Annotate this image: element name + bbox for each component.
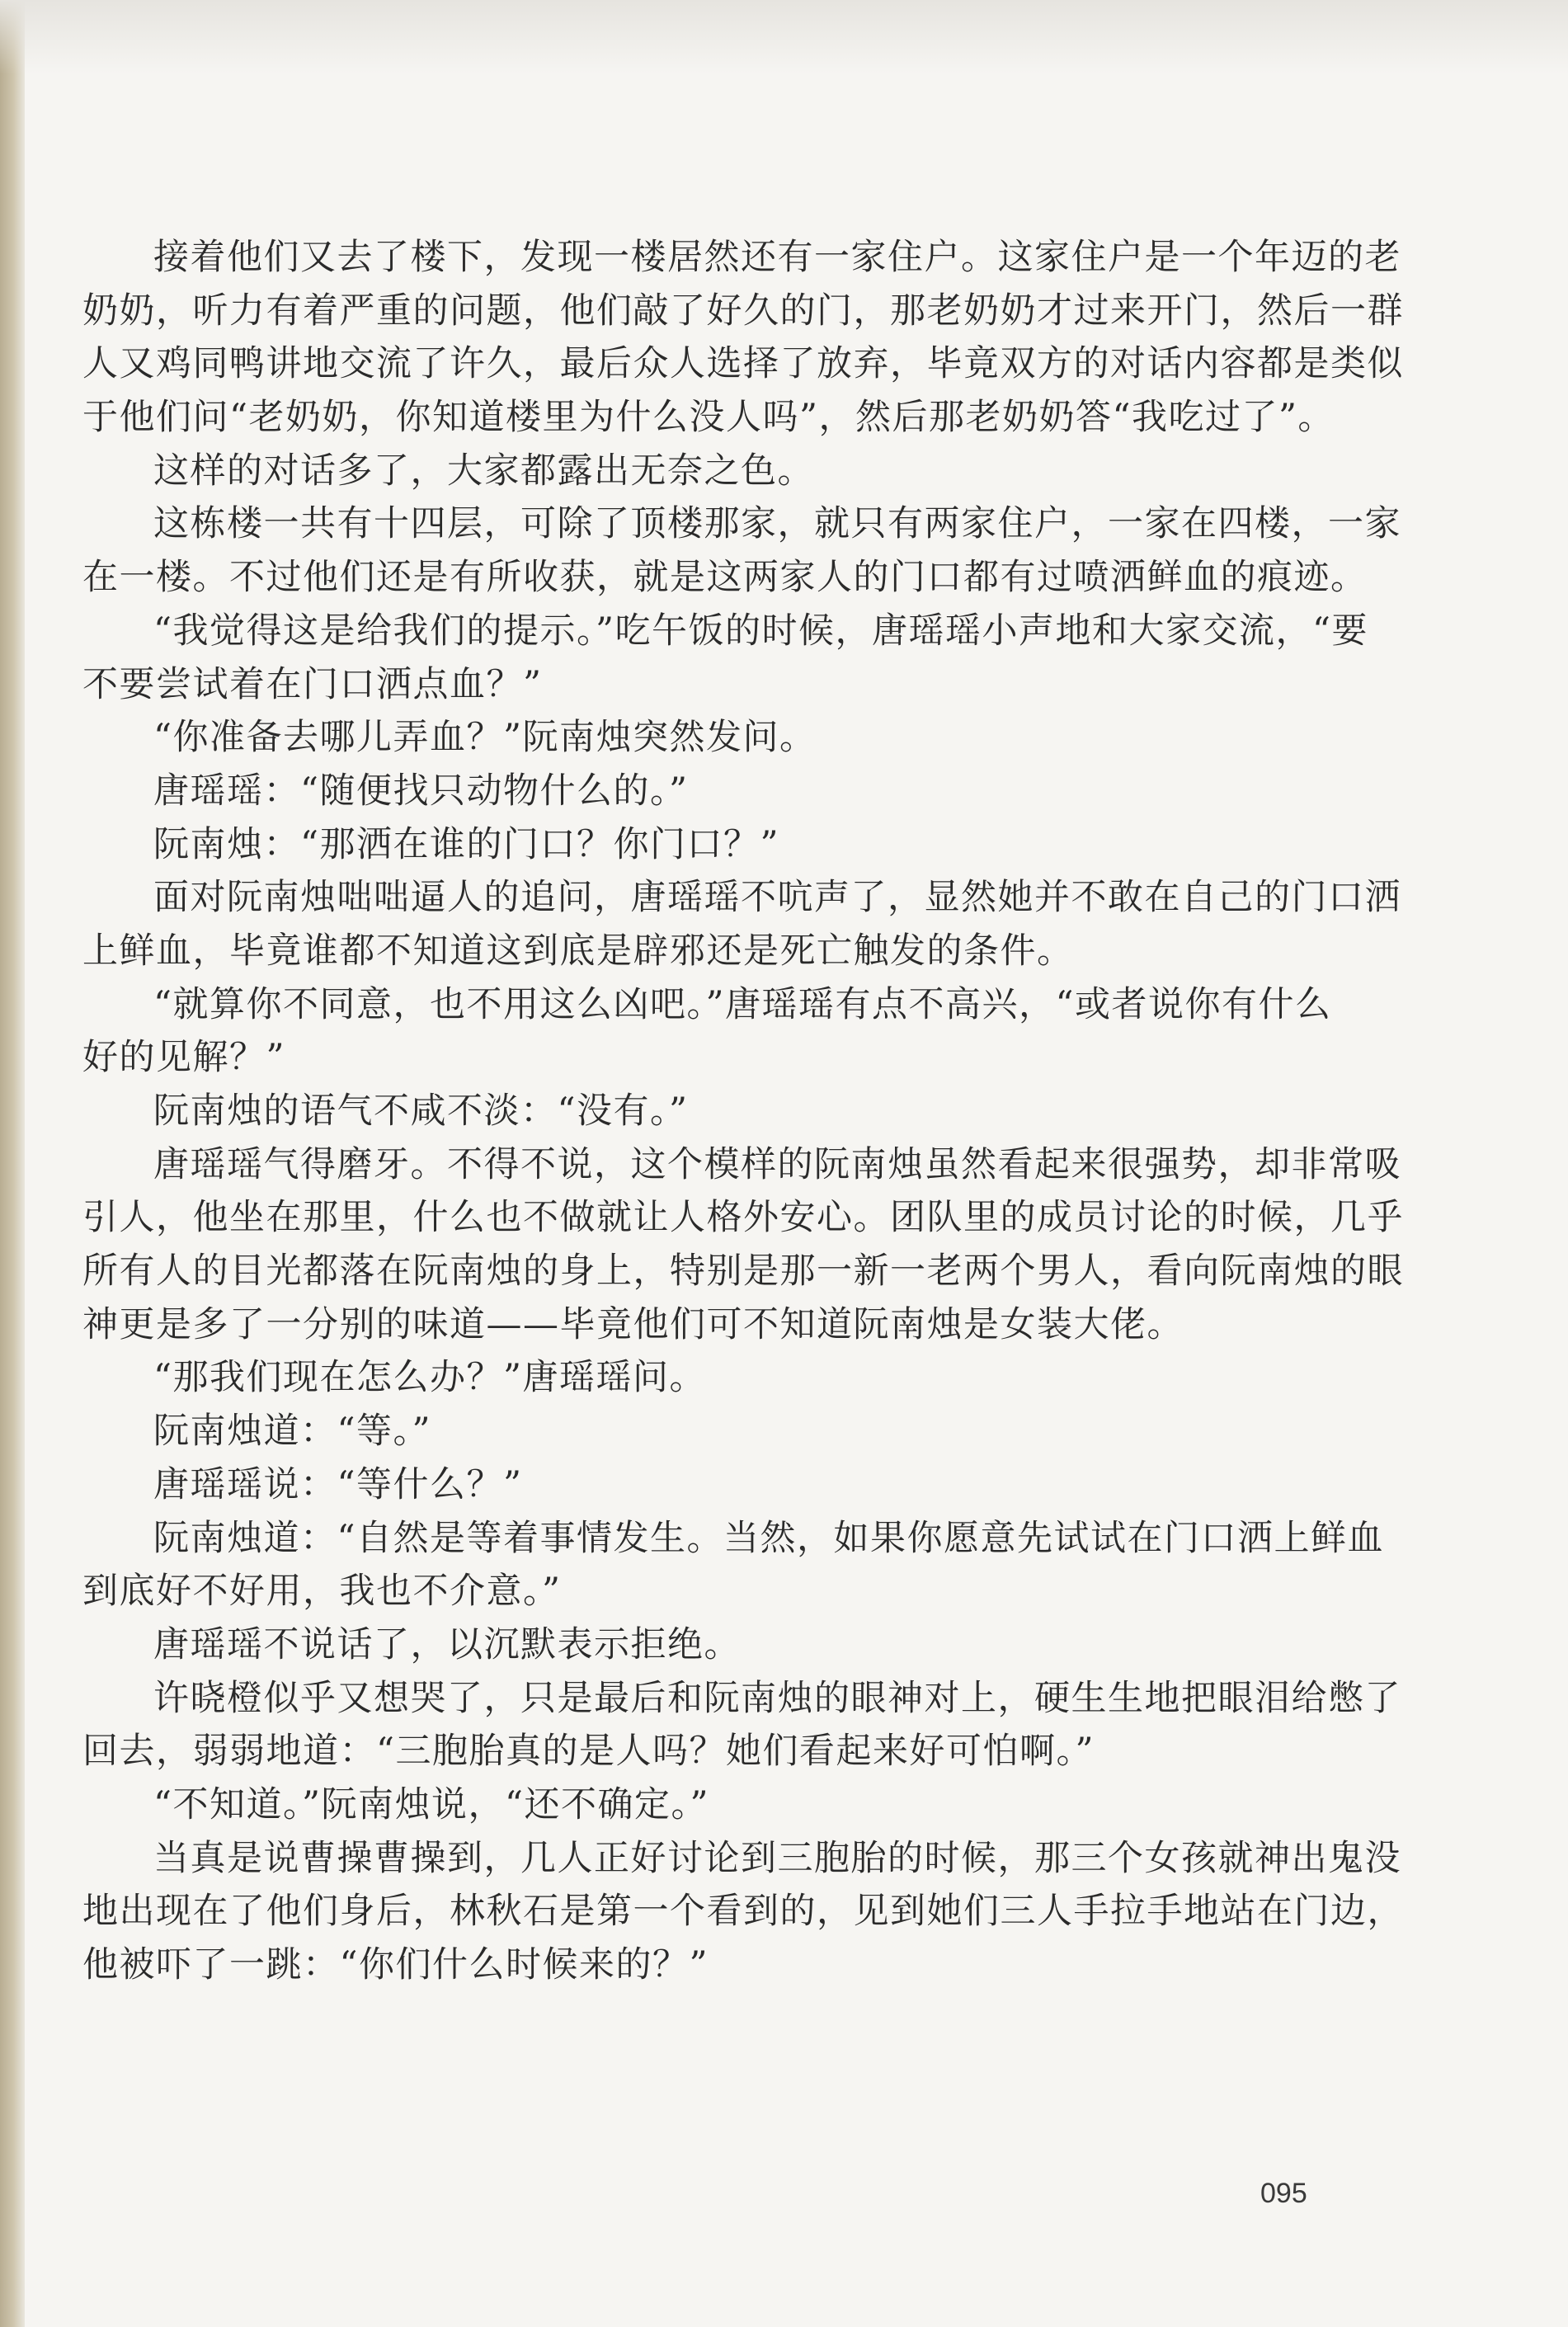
paragraph-first-line: 唐瑶瑶：“随便找只动物什么的。” bbox=[153, 770, 689, 812]
paragraph-first-line: 唐瑶瑶气得磨牙。不得不说，这个模样的阮南烛虽然看起来很强势，却非常吸 bbox=[153, 1143, 1401, 1185]
paragraph-first-line: 许晓橙似乎又想哭了，只是最后和阮南烛的眼神对上，硬生生地把眼泪给憋了 bbox=[153, 1677, 1401, 1719]
paragraph-line: 奶奶，听力有着严重的问题，他们敲了好久的门，那老奶奶才过来开门，然后一群 bbox=[82, 290, 1404, 332]
paragraph-first-line: 阮南烛道：“等。” bbox=[153, 1411, 431, 1453]
paragraph-first-line: 阮南烛道：“自然是等着事情发生。当然，如果你愿意先试试在门口洒上鲜血 bbox=[153, 1517, 1384, 1559]
paragraph-first-line: 当真是说曹操曹操到，几人正好讨论到三胞胎的时候，那三个女孩就神出鬼没 bbox=[153, 1837, 1401, 1879]
paragraph-first-line: 面对阮南烛咄咄逼人的追问，唐瑶瑶不吭声了，显然她并不敢在自己的门口洒 bbox=[153, 877, 1401, 919]
paragraph-line: 于他们问“老奶奶，你知道楼里为什么没人吗”，然后那老奶奶答“我吃过了”。 bbox=[82, 397, 1335, 439]
paragraph-first-line: 这栋楼一共有十四层，可除了顶楼那家，就只有两家住户，一家在四楼，一家 bbox=[153, 503, 1401, 545]
page-number: 095 bbox=[1260, 2178, 1307, 2209]
paragraph-line: 他被吓了一跳：“你们什么时候来的？” bbox=[82, 1944, 709, 1985]
paragraph-first-line: “你准备去哪儿弄血？”阮南烛突然发问。 bbox=[153, 717, 817, 759]
paragraph-line: 到底好不好用，我也不介意。” bbox=[82, 1571, 562, 1613]
paragraph-first-line: 阮南烛：“那洒在谁的门口？你门口？” bbox=[153, 823, 779, 865]
paragraph-first-line: 唐瑶瑶不说话了，以沉默表示拒绝。 bbox=[153, 1623, 741, 1665]
paragraph-first-line: 唐瑶瑶说：“等什么？” bbox=[153, 1463, 523, 1505]
paragraph-line: 所有人的目光都落在阮南烛的身上，特别是那一新一老两个男人，看向阮南烛的眼 bbox=[82, 1251, 1404, 1293]
paragraph-line: 人又鸡同鸭讲地交流了许久，最后众人选择了放弃，毕竟双方的对话内容都是类似 bbox=[82, 343, 1404, 385]
paragraph-first-line: “我觉得这是给我们的提示。”吃午饭的时候，唐瑶瑶小声地和大家交流，“要 bbox=[153, 610, 1368, 652]
paragraph-line: 好的见解？” bbox=[82, 1037, 285, 1079]
paragraph-line: 神更是多了一分别的味道——毕竟他们可不知道阮南烛是女装大佬。 bbox=[82, 1303, 1184, 1345]
book-page-body bbox=[82, 231, 1404, 1992]
paragraph-first-line: 阮南烛的语气不咸不淡：“没有。” bbox=[153, 1090, 689, 1132]
paragraph-first-line: “就算你不同意，也不用这么凶吧。”唐瑶瑶有点不高兴，“或者说你有什么 bbox=[153, 983, 1332, 1025]
paragraph-first-line: “那我们现在怎么办？”唐瑶瑶问。 bbox=[153, 1357, 706, 1399]
book-spine-edge bbox=[0, 0, 25, 2327]
paragraph-line: 上鲜血，毕竟谁都不知道这到底是辟邪还是死亡触发的条件。 bbox=[82, 930, 1074, 972]
paragraph-first-line: 接着他们又去了楼下，发现一楼居然还有一家住户。这家住户是一个年迈的老 bbox=[153, 237, 1401, 278]
paragraph-line: 在一楼。不过他们还是有所收获，就是这两家人的门口都有过喷洒鲜血的痕迹。 bbox=[82, 557, 1368, 599]
paragraph-line: 回去，弱弱地道：“三胞胎真的是人吗？她们看起来好可怕啊。” bbox=[82, 1731, 1095, 1773]
page-top-shadow bbox=[0, 0, 1568, 74]
paragraph-line: 引人，他坐在那里，什么也不做就让人格外安心。团队里的成员讨论的时候，几乎 bbox=[82, 1197, 1404, 1239]
paragraph-line: 不要尝试着在门口洒点血？” bbox=[82, 663, 543, 705]
paragraph-first-line: “不知道。”阮南烛说，“还不确定。” bbox=[153, 1783, 709, 1825]
paragraph-line: 地出现在了他们身后，林秋石是第一个看到的，见到她们三人手拉手地站在门边， bbox=[82, 1891, 1404, 1933]
paragraph-first-line: 这样的对话多了，大家都露出无奈之色。 bbox=[153, 450, 814, 492]
